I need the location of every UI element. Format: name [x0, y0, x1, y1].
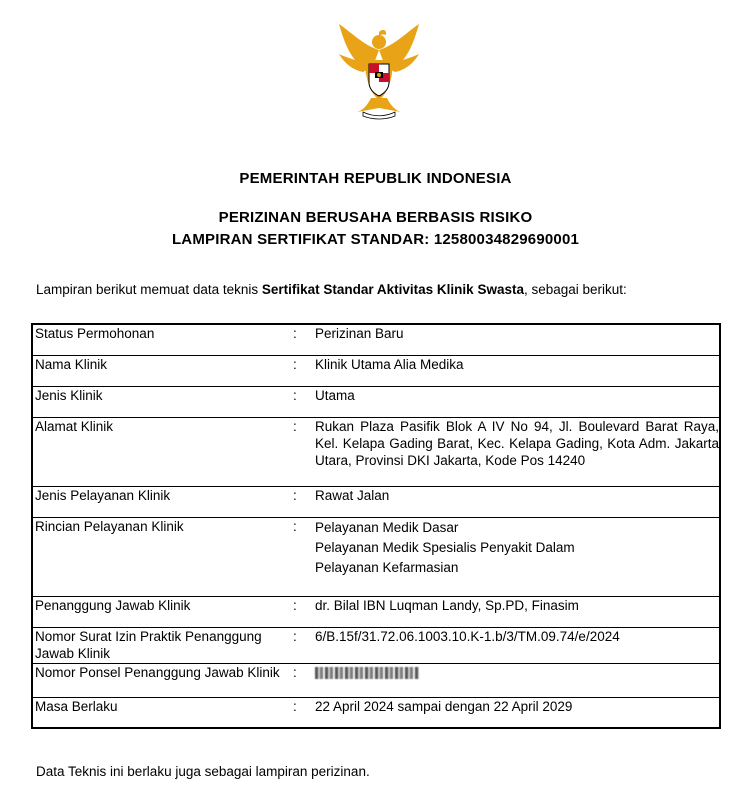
row-value: 6/B.15f/31.72.06.1003.10.K-1.b/3/TM.09.74/e/2024: [315, 628, 620, 644]
garuda-emblem: [333, 20, 425, 120]
row-label: Masa Berlaku: [35, 698, 118, 714]
row-rincian-pelayanan: [32, 517, 720, 596]
row-value: Rukan Plaza Pasifik Blok A IV No 94, Jl. Boulevard Barat Raya, Kel. Kelapa Gading Barat, Kec. Kelapa Gading, Kota Adm. Jakarta Utara, Provinsi DKI Jakarta, Kode Pos 14240: [315, 418, 719, 468]
garuda-shield: [369, 64, 389, 96]
row-values: [313, 517, 720, 596]
government-heading: PEMERINTAH REPUBLIK INDONESIA: [239, 170, 512, 187]
document-title: PERIZINAN BERUSAHA BERBASIS RISIKO: [218, 209, 533, 226]
row-colon: :: [293, 518, 297, 534]
row-label: Alamat Klinik: [35, 418, 114, 434]
intro-paragraph: [36, 282, 627, 297]
row-label: Status Permohonan: [35, 326, 155, 341]
row-value: dr. Bilal IBN Luqman Landy, Sp.PD, Finasim: [315, 597, 579, 613]
footer-note: Data Teknis ini berlaku juga sebagai lampiran perizinan.: [36, 764, 370, 779]
certificate-number-heading: LAMPIRAN SERTIFIKAT STANDAR: 12580034829690001: [171, 231, 580, 248]
service-item: Pelayanan Medik Spesialis Penyakit Dalam: [315, 539, 575, 555]
row-jenis-pelayanan: [32, 486, 720, 517]
row-masa-berlaku: [32, 697, 720, 728]
row-status-permohonan: [32, 324, 720, 355]
row-colon: :: [293, 326, 297, 341]
row-value: Utama: [315, 387, 355, 403]
row-nomor-sip: [32, 627, 720, 663]
row-nomor-ponsel: [32, 663, 720, 697]
row-alamat-klinik: [32, 417, 720, 486]
intro-prefix: Lampiran berikut memuat data teknis: [36, 282, 262, 297]
row-label: Rincian Pelayanan Klinik: [35, 518, 184, 534]
row-colon: :: [293, 418, 297, 434]
row-colon: :: [293, 487, 297, 503]
row-value: 22 April 2024 sampai dengan 22 April 2029: [315, 698, 573, 714]
row-value: Perizinan Baru: [315, 326, 404, 341]
row-nama-klinik: [32, 355, 720, 386]
row-colon: :: [293, 387, 297, 403]
row-label: Nomor Surat Izin Praktik Penanggung Jawab Klinik: [35, 628, 262, 661]
redacted-phone: [315, 667, 419, 679]
garuda-head: [372, 30, 386, 49]
technical-data-table: [31, 323, 721, 729]
row-label: Jenis Klinik: [35, 387, 103, 403]
row-label: Jenis Pelayanan Klinik: [35, 487, 171, 503]
row-value: Klinik Utama Alia Medika: [315, 356, 464, 372]
row-jenis-klinik: [32, 386, 720, 417]
row-label: Nama Klinik: [35, 356, 108, 372]
row-colon: :: [293, 664, 297, 680]
row-colon: :: [293, 698, 297, 714]
row-value-redacted: [313, 663, 720, 697]
row-colon: :: [293, 628, 297, 644]
row-label: Nomor Ponsel Penanggung Jawab Klinik: [35, 664, 280, 680]
row-value: Rawat Jalan: [315, 487, 390, 503]
intro-bold: Sertifikat Standar Aktivitas Klinik Swasta: [261, 282, 524, 297]
row-colon: :: [293, 597, 297, 613]
row-label: Penanggung Jawab Klinik: [35, 597, 191, 613]
row-penanggung-jawab: [32, 596, 720, 627]
service-item: Pelayanan Kefarmasian: [315, 559, 459, 575]
intro-suffix: , sebagai berikut:: [523, 282, 627, 297]
row-colon: :: [293, 356, 297, 372]
service-item: Pelayanan Medik Dasar: [315, 519, 459, 535]
garuda-tail: [357, 98, 401, 112]
garuda-ribbon: [363, 112, 395, 119]
